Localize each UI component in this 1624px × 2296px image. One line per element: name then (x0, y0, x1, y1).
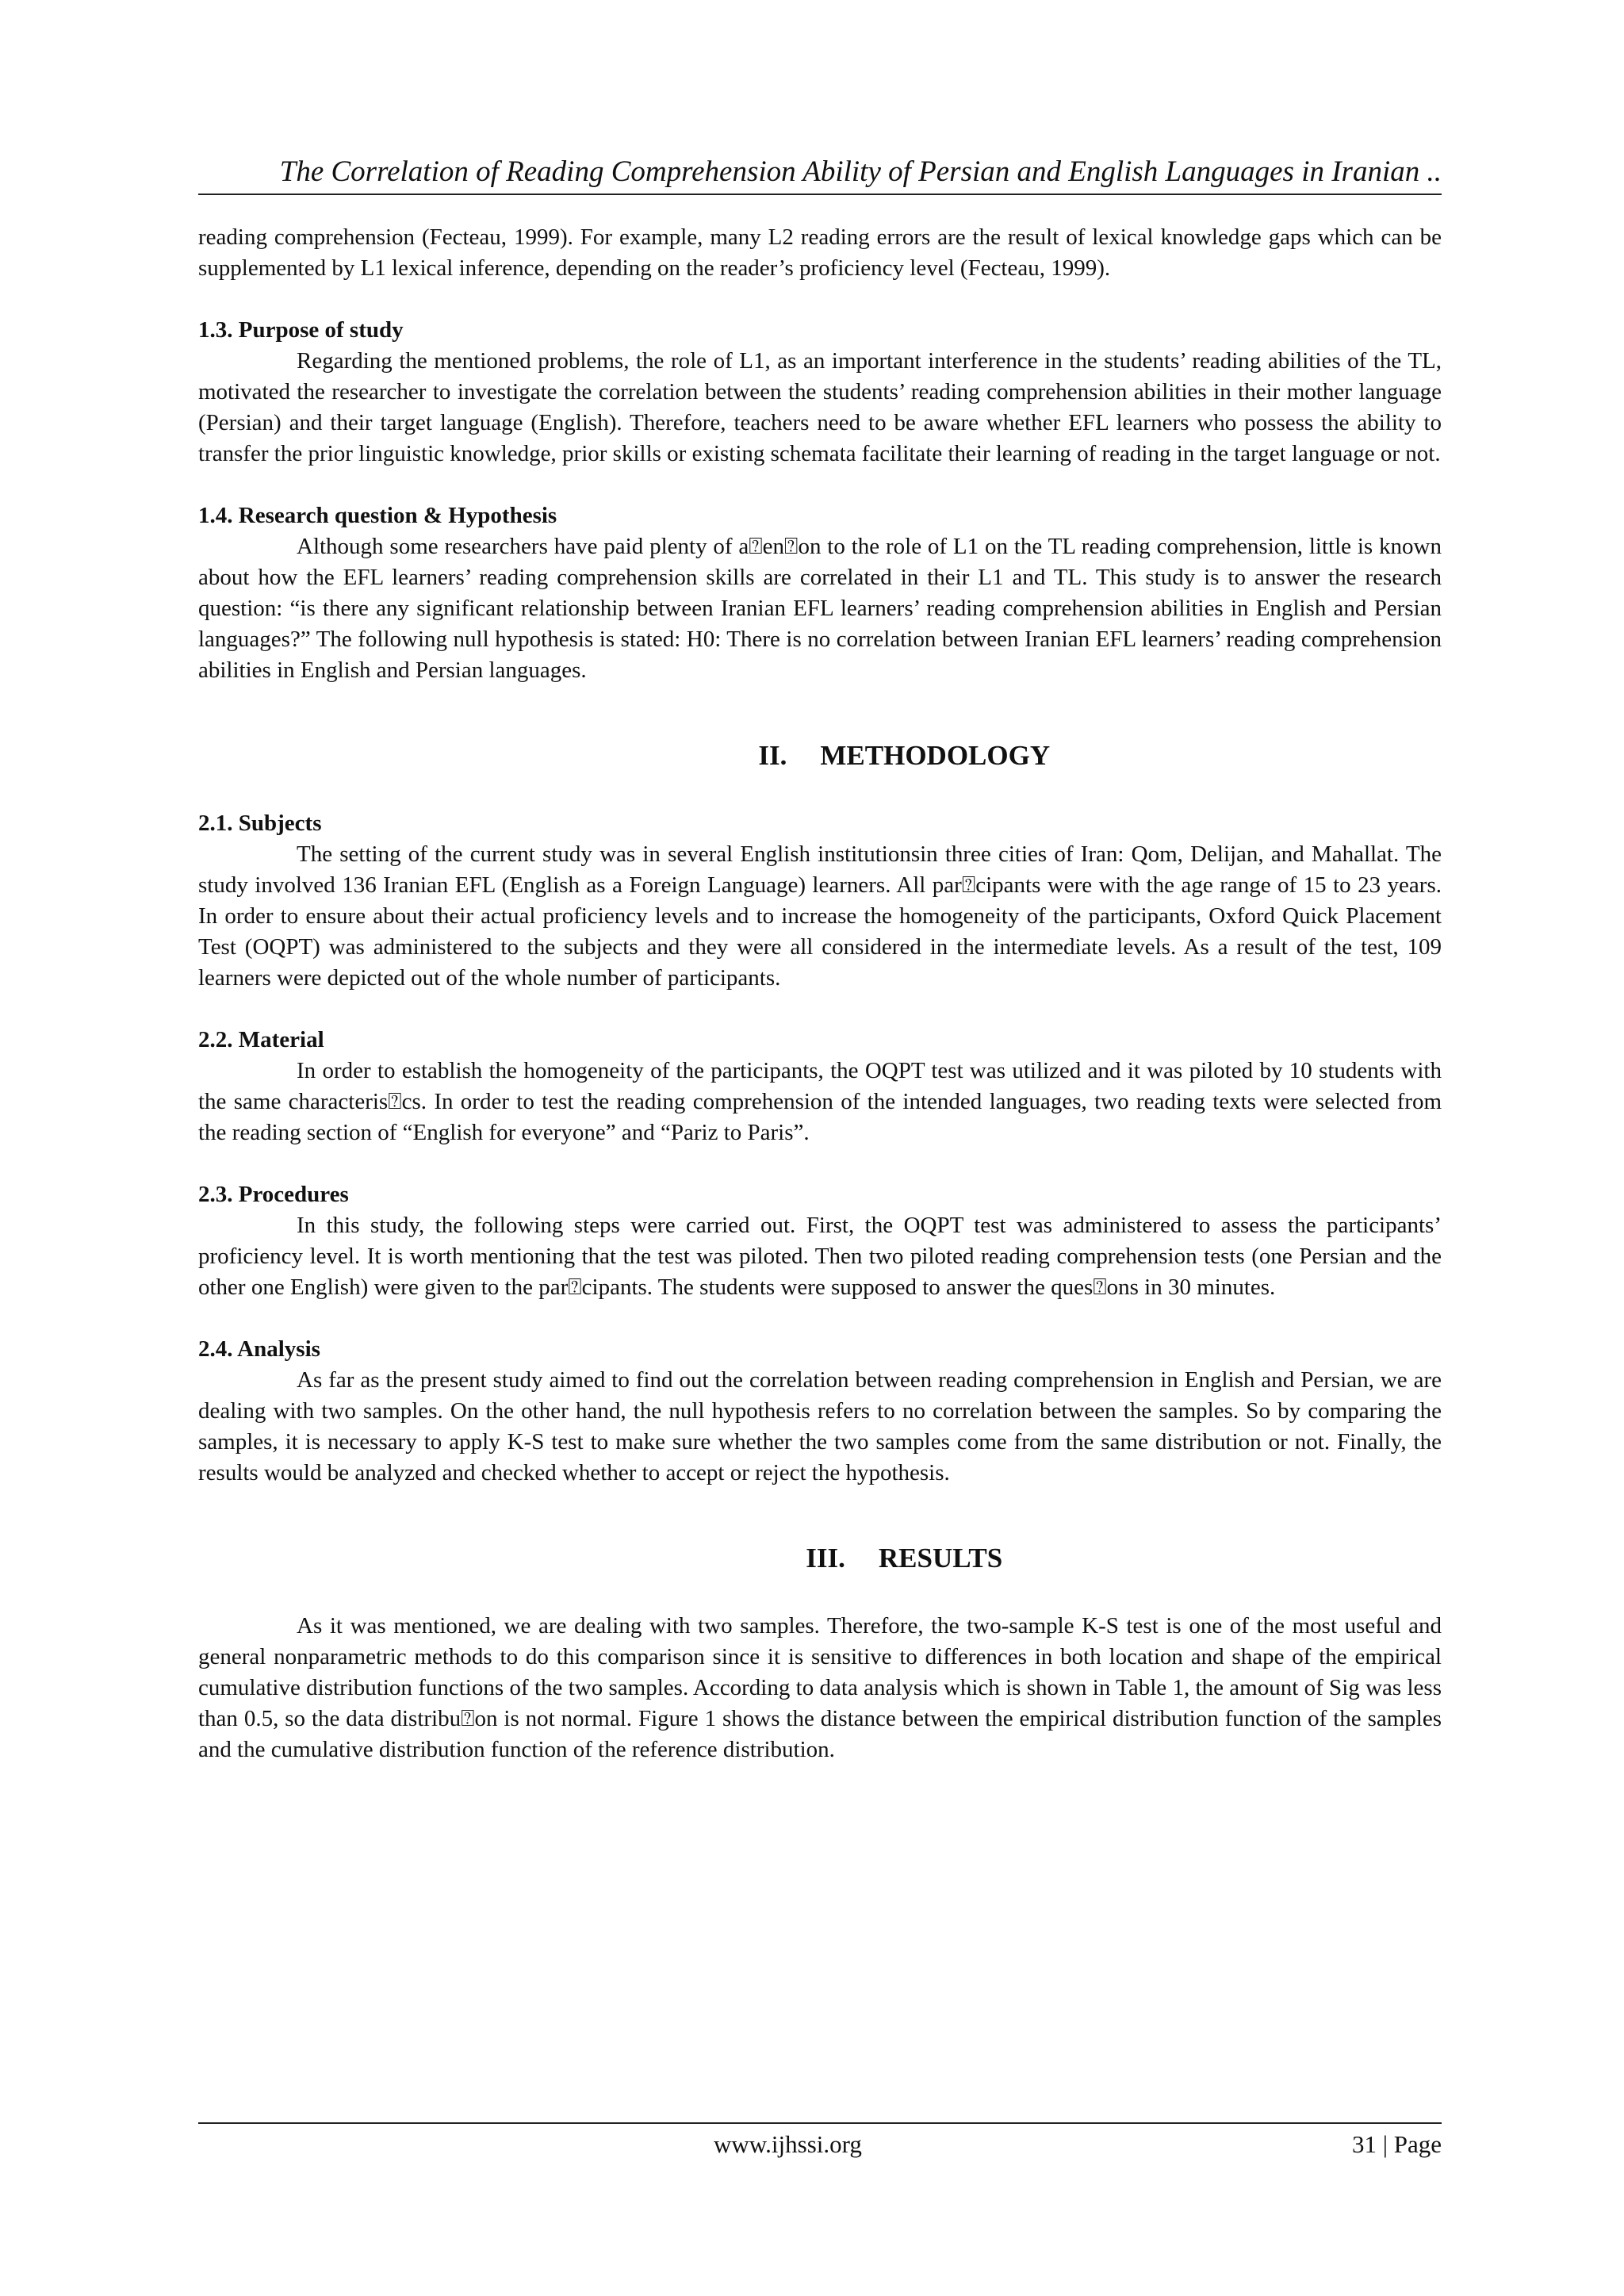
paragraph-procedures: In this study, the following steps were carried out. First, the OQPT test was administered to assess the participants’ proficiency level. It is worth mentioning that the test was piloted. Then two piloted reading comprehension tests (one Persian and the other one English) were given to the par⍰cipants. The students were supposed to answer the ques⍰ons in 30 minutes. (198, 1213, 1442, 1300)
paragraph-results: As it was mentioned, we are dealing with two samples. Therefore, the two-sample K-S test is one of the most useful and general nonparametric methods to do this comparison since it is sensitive to differences in both location and shape of the empirical cumulative distribution functions of the two samples. According to data analysis which is shown in Table 1, the amount of Sig was less than 0.5, so the data distribu⍰on is not normal. Figure 1 shows the distance between the empirical distribution function of the samples and the cumulative distribution function of the reference distribution. (198, 1613, 1442, 1762)
footer-rule (198, 2122, 1442, 2124)
paragraph-subjects: The setting of the current study was in several English institutionsin three cities of Iran: Qom, Delijan, and Mahallat. The study involved 136 Iranian EFL (English as a Foreign Language) learners. All par⍰cipants were with the age range of 15 to 23 years. In order to ensure about their actual proficiency levels and to increase the homogeneity of the participants, Oxford Quick Placement Test (OQPT) was administered to the subjects and they were all considered in the intermediate levels. As a result of the test, 109 learners were depicted out of the whole number of participants. (198, 841, 1442, 991)
section-heading-results (198, 1506, 1442, 1611)
heading-material: 2.2. Material (198, 1027, 324, 1052)
paragraph-analysis: As far as the present study aimed to find out the correlation between reading comprehension in English and Persian, we are dealing with two samples. On the other hand, the null hypothesis refers to no correlation between the samples. So by comparing the samples, it is necessary to apply K-S test to make sure whether the two samples come from the same distribution or not. Finally, the results would be analyzed and checked whether to accept or reject the hypothesis. (198, 1367, 1442, 1485)
section-number: III. (806, 1543, 845, 1573)
section-title: RESULTS (878, 1543, 1003, 1573)
journal-website: www.ijhssi.org (714, 2130, 862, 2158)
section-number: II. (758, 740, 787, 771)
heading-analysis: 2.4. Analysis (198, 1336, 320, 1362)
intro-paragraph: reading comprehension (Fecteau, 1999). For example, many L2 reading errors are the result of lexical knowledge gaps which can be supplemented by L1 lexical inference, depending on the reader’s proficiency level (Fecteau, 1999). (198, 224, 1442, 281)
running-header: The Correlation of Reading Comprehension Ability of Persian and English Languages in Iranian .. (279, 155, 1442, 188)
paragraph-research-question: Although some researchers have paid plenty of a⍰en⍰on to the role of L1 on the TL reading comprehension, little is known about how the EFL learners’ reading comprehension skills are correlated in their L1 and TL. This study is to answer the research question: “is there any significant relationship between Iranian EFL learners’ reading comprehension abilities in English and Persian languages?” The following null hypothesis is stated: H0: There is no correlation between Iranian EFL learners’ reading comprehension abilities in English and Persian languages. (198, 534, 1442, 683)
paragraph-purpose-of-study: Regarding the mentioned problems, the role of L1, as an important interference in the students’ reading abilities of the TL, motivated the researcher to investigate the correlation between the students’ reading comprehension abilities in their mother language (Persian) and their target language (English). Therefore, teachers need to be aware whether EFL learners who possess the ability to transfer the prior linguistic knowledge, prior skills or existing schemata facilitate their learning of reading in the target language or not. (198, 348, 1442, 466)
page-number: 31 | Page (1352, 2130, 1442, 2158)
heading-subjects: 2.1. Subjects (198, 811, 322, 836)
section-heading-methodology (198, 703, 1442, 808)
paragraph-material: In order to establish the homogeneity of the participants, the OQPT test was utilized and it was piloted by 10 students with the same characteris⍰cs. In order to test the reading comprehension of the intended languages, two reading texts were selected from the reading section of “English for everyone” and “Pariz to Paris”. (198, 1058, 1442, 1145)
paper-page (198, 0, 1442, 2296)
article-body (198, 222, 1442, 1796)
heading-research-question: 1.4. Research question & Hypothesis (198, 503, 557, 528)
header-rule (198, 194, 1442, 195)
section-title: METHODOLOGY (820, 740, 1051, 771)
heading-procedures: 2.3. Procedures (198, 1182, 349, 1207)
heading-purpose-of-study: 1.3. Purpose of study (198, 317, 404, 343)
